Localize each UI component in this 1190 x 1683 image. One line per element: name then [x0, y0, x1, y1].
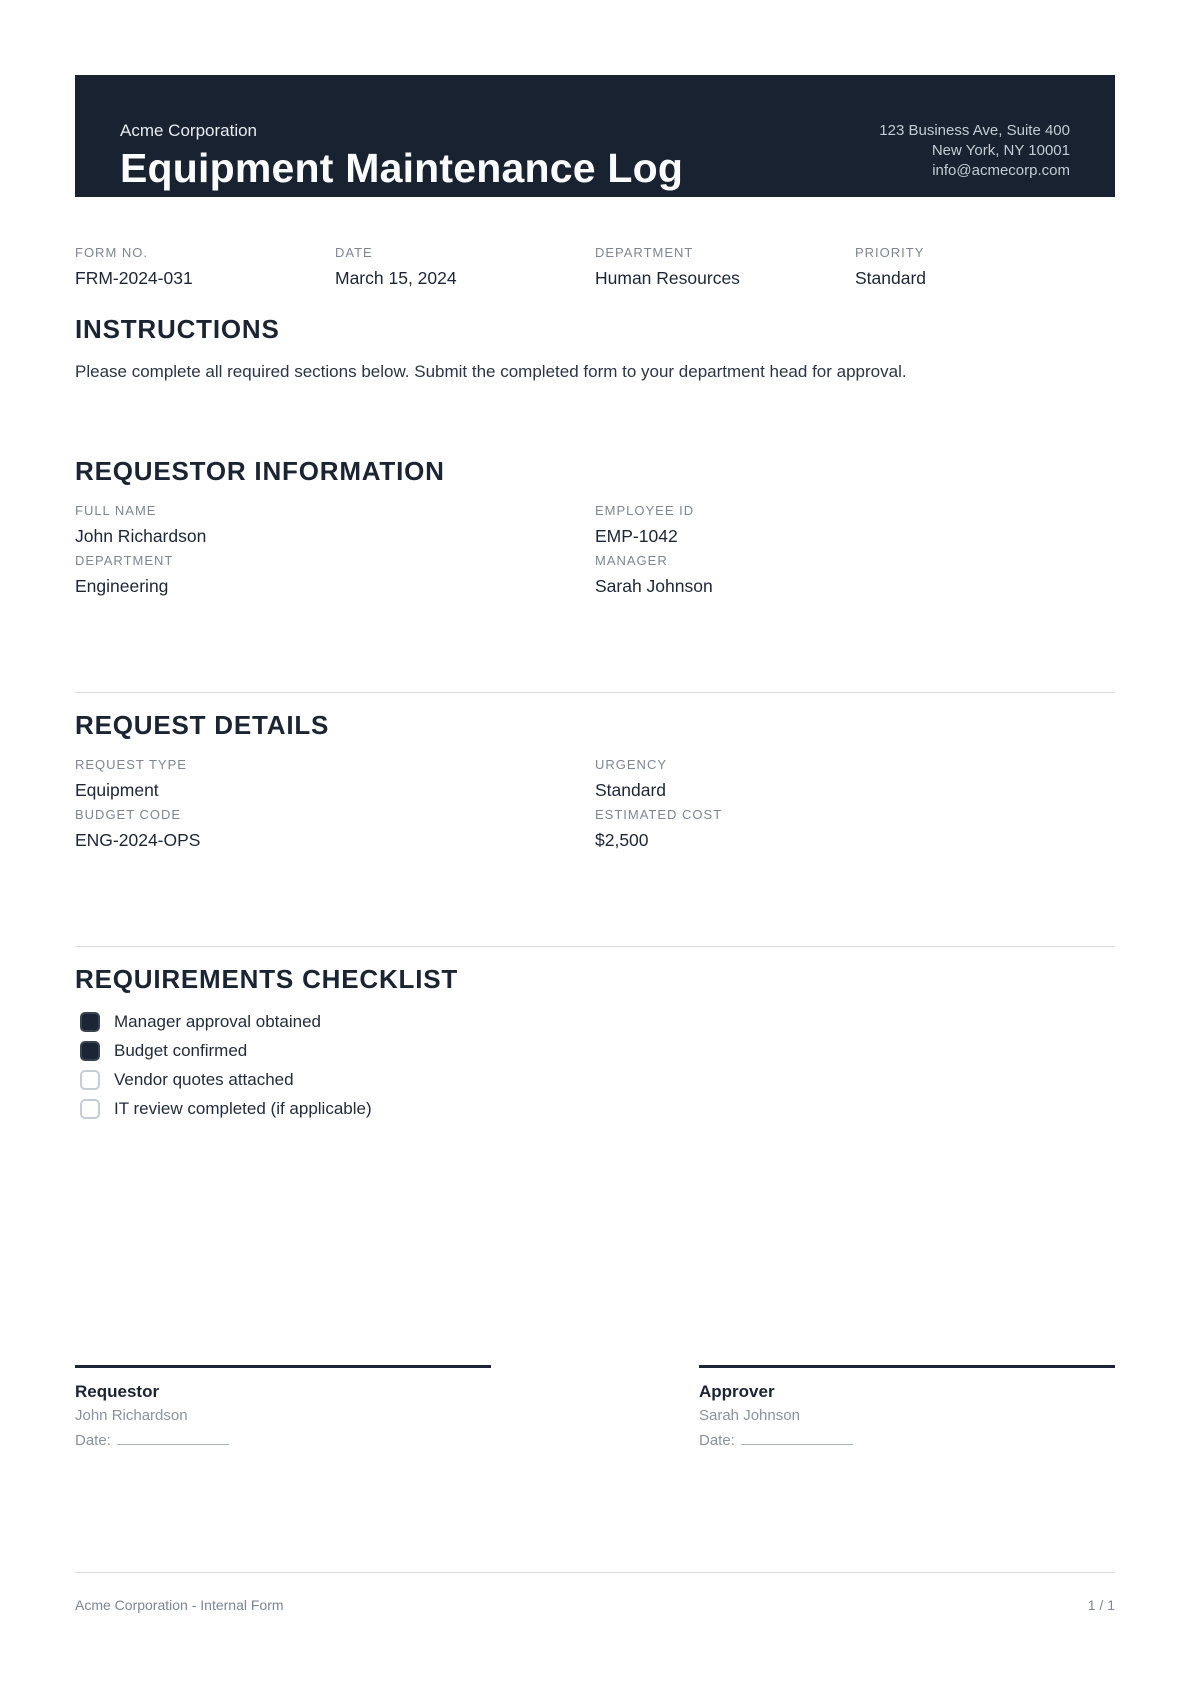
checkbox-budget-confirmed — [80, 1041, 100, 1061]
section-heading: REQUIREMENTS CHECKLIST — [75, 964, 459, 994]
footer-left-text: Acme Corporation - Internal Form — [75, 1597, 284, 1613]
section-divider — [75, 946, 1115, 947]
date-label: Date: — [699, 1432, 735, 1449]
checklist-item — [75, 1099, 1115, 1119]
field-value: EMP-1042 — [595, 526, 678, 546]
field-manager — [595, 553, 1115, 597]
checkbox-manager-approval — [80, 1012, 100, 1032]
address-line: 123 Business Ave, Suite 400 — [879, 122, 1070, 139]
signature-date — [75, 1431, 491, 1450]
field-value: ENG-2024-OPS — [75, 830, 201, 850]
section-heading: REQUEST DETAILS — [75, 710, 330, 740]
date-blank-line — [117, 1431, 229, 1445]
field-request-type — [75, 757, 595, 801]
field-value: Standard — [855, 268, 927, 288]
field-value: Engineering — [75, 576, 169, 596]
field-label: DEPARTMENT — [75, 553, 174, 568]
requestor-information-section — [75, 458, 1115, 597]
page-footer — [75, 1572, 1115, 1614]
field-grid — [75, 757, 1115, 851]
checkbox-it-review — [80, 1099, 100, 1119]
checklist-item-label: Budget confirmed — [114, 1041, 248, 1060]
signature-requestor — [75, 1365, 491, 1450]
date-label: Date: — [75, 1432, 111, 1449]
checklist-item-label: Manager approval obtained — [114, 1012, 321, 1031]
signature-approver — [699, 1365, 1115, 1450]
field-estimated-cost — [595, 807, 1115, 851]
section-heading: INSTRUCTIONS — [75, 314, 280, 344]
field-urgency — [595, 757, 1115, 801]
field-label: PRIORITY — [855, 245, 925, 260]
field-value: John Richardson — [75, 526, 207, 546]
field-value: Human Resources — [595, 268, 740, 288]
checklist-item-label: IT review completed (if applicable) — [114, 1099, 372, 1118]
field-grid — [75, 503, 1115, 597]
field-label: REQUEST TYPE — [75, 757, 187, 772]
field-label: URGENCY — [595, 757, 668, 772]
signature-role: Approver — [699, 1382, 775, 1401]
form-header — [75, 75, 1115, 197]
field-label: DEPARTMENT — [595, 245, 694, 260]
field-value: Equipment — [75, 780, 159, 800]
address-line: info@acmecorp.com — [932, 162, 1070, 179]
form-meta-row — [75, 245, 1115, 289]
field-value: Sarah Johnson — [595, 576, 713, 596]
instructions-section — [75, 316, 1115, 383]
company-name: Acme Corporation — [120, 121, 258, 140]
checklist-item — [75, 1070, 1115, 1090]
field-label: ESTIMATED COST — [595, 807, 723, 822]
date-blank-line — [741, 1431, 853, 1445]
request-details-section — [75, 712, 1115, 851]
checkbox-vendor-quotes — [80, 1070, 100, 1090]
field-label: EMPLOYEE ID — [595, 503, 695, 518]
field-value: FRM-2024-031 — [75, 268, 193, 288]
meta-priority — [855, 245, 1115, 289]
signature-role: Requestor — [75, 1382, 160, 1401]
section-divider — [75, 692, 1115, 693]
field-department — [75, 553, 595, 597]
meta-form-no — [75, 245, 335, 289]
field-label: MANAGER — [595, 553, 668, 568]
page-number: 1 / 1 — [1087, 1597, 1115, 1613]
checklist-items — [75, 1012, 1115, 1119]
field-label: DATE — [335, 245, 373, 260]
signature-name: Sarah Johnson — [699, 1407, 800, 1424]
field-label: FORM NO. — [75, 245, 148, 260]
signature-row — [75, 1365, 1115, 1450]
field-value: Standard — [595, 780, 667, 800]
instructions-text: Please complete all required sections below. Submit the completed form to your department head for approval. — [75, 362, 907, 381]
meta-department — [595, 245, 855, 289]
field-full-name — [75, 503, 595, 547]
form-title: Equipment Maintenance Log — [120, 145, 684, 191]
field-value: $2,500 — [595, 830, 649, 850]
signature-name: John Richardson — [75, 1407, 188, 1424]
field-employee-id — [595, 503, 1115, 547]
checklist-item — [75, 1041, 1115, 1061]
signature-date — [699, 1431, 1115, 1450]
field-budget-code — [75, 807, 595, 851]
meta-date — [335, 245, 595, 289]
company-address — [879, 120, 1070, 181]
field-value: March 15, 2024 — [335, 268, 457, 288]
header-left — [120, 120, 683, 190]
requirements-checklist-section — [75, 966, 1115, 1119]
address-line: New York, NY 10001 — [931, 142, 1070, 159]
section-heading: REQUESTOR INFORMATION — [75, 456, 445, 486]
checklist-item — [75, 1012, 1115, 1032]
checklist-item-label: Vendor quotes attached — [114, 1070, 294, 1089]
field-label: BUDGET CODE — [75, 807, 182, 822]
field-label: FULL NAME — [75, 503, 157, 518]
